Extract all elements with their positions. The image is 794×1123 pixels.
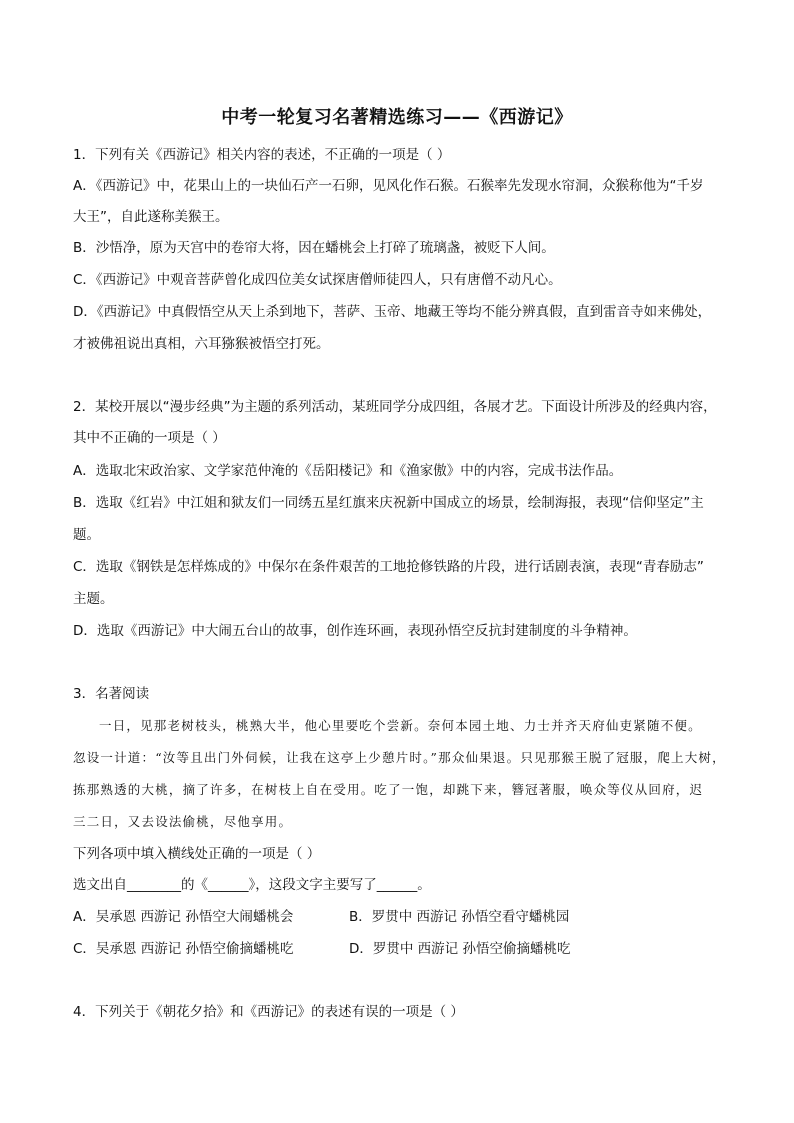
q3-option-c: C．吴承恩 西游记 孙悟空偷摘蟠桃吃 [73,941,294,957]
q1-option-a-line1: A．《西游记》中，花果山上的一块仙石产一石卵，见风化作石猴。石猴率先发现水帘洞，众猴称他为“千岁 [73,178,704,194]
q3-passage-line4: 三二日，又去设法偷桃，尽他享用。 [73,814,293,829]
q2-option-c-line1: C．选取《钢铁是怎样炼成的》中保尔在条件艰苦的工地抢修铁路的片段，进行话剧表演，表现“青春励志” [73,559,704,575]
q3-passage-line3: 拣那熟透的大桃，摘了许多，在树枝上自在受用。吃了一饱，却跳下来，簪冠著服，唤众等仪从回府，迟 [73,782,704,797]
q2-stem-line1: 2．某校开展以“漫步经典”为主题的系列活动，某班同学分成四组，各展才艺。下面设计所涉及的经典内容， [73,399,717,415]
q1-option-b: B．沙悟净，原为天宫中的卷帘大将，因在蟠桃会上打碎了琉璃盏，被贬下人间。 [73,240,555,256]
q2-option-c-line2: 主题。 [73,591,114,607]
q1-stem: 1．下列有关《西游记》相关内容的表述，不正确的一项是（ ） [73,147,451,163]
q3-option-b: B．罗贯中 西游记 孙悟空看守蟠桃园 [349,909,570,925]
q3-fill-blank: 选文出自________的《______》，这段文字主要写了______。 [73,877,431,893]
q1-option-a-line2: 大王”，自此遂称美猴王。 [73,209,229,225]
q1-option-c: C．《西游记》中观音菩萨曾化成四位美女试探唐僧师徒四人，只有唐僧不动凡心。 [73,272,562,288]
q3-option-a: A．吴承恩 西游记 孙悟空大闹蟠桃会 [73,909,294,925]
q2-stem-line2: 其中不正确的一项是（ ） [73,430,226,446]
q1-option-d-line2: 才被佛祖说出真相，六耳猕猴被悟空打死。 [73,336,330,352]
q2-option-d: D．选取《西游记》中大闹五台山的故事，创作连环画，表现孙悟空反抗封建制度的斗争精神。 [73,623,637,639]
q3-stem: 3．名著阅读 [73,686,150,702]
q3-question: 下列各项中填入横线处正确的一项是（ ） [73,846,321,862]
q4-stem: 4．下列关于《朝花夕拾》和《西游记》的表述有误的一项是（ ） [73,1004,464,1020]
q3-option-d: D．罗贯中 西游记 孙悟空偷摘蟠桃吃 [349,941,571,957]
q3-passage-line1: 一日，见那老树枝头，桃熟大半，他心里要吃个尝新。奈何本园土地、力士并齐天府仙吏紧随不便。 [99,718,702,733]
q2-option-b-line2: 题。 [73,527,100,543]
q3-passage-line2: 忽设一计道：“汝等且出门外伺候，让我在这亭上少憩片时。”那众仙果退。只见那猴王脱了冠服，爬上大树， [73,750,726,765]
q2-option-b-line1: B．选取《红岩》中江姐和狱友们一同绣五星红旗来庆祝新中国成立的场景，绘制海报，表现“信仰坚定”主 [73,495,704,511]
q1-option-d-line1: D．《西游记》中真假悟空从天上杀到地下，菩萨、玉帝、地藏王等均不能分辨真假，直到雷音寺如来佛处， [73,304,712,320]
q2-option-a: A．选取北宋政治家、文学家范仲淹的《岳阳楼记》和《渔家傲》中的内容，完成书法作品。 [73,463,623,479]
page-title: 中考一轮复习名著精选练习——《西游记》 [221,107,573,128]
